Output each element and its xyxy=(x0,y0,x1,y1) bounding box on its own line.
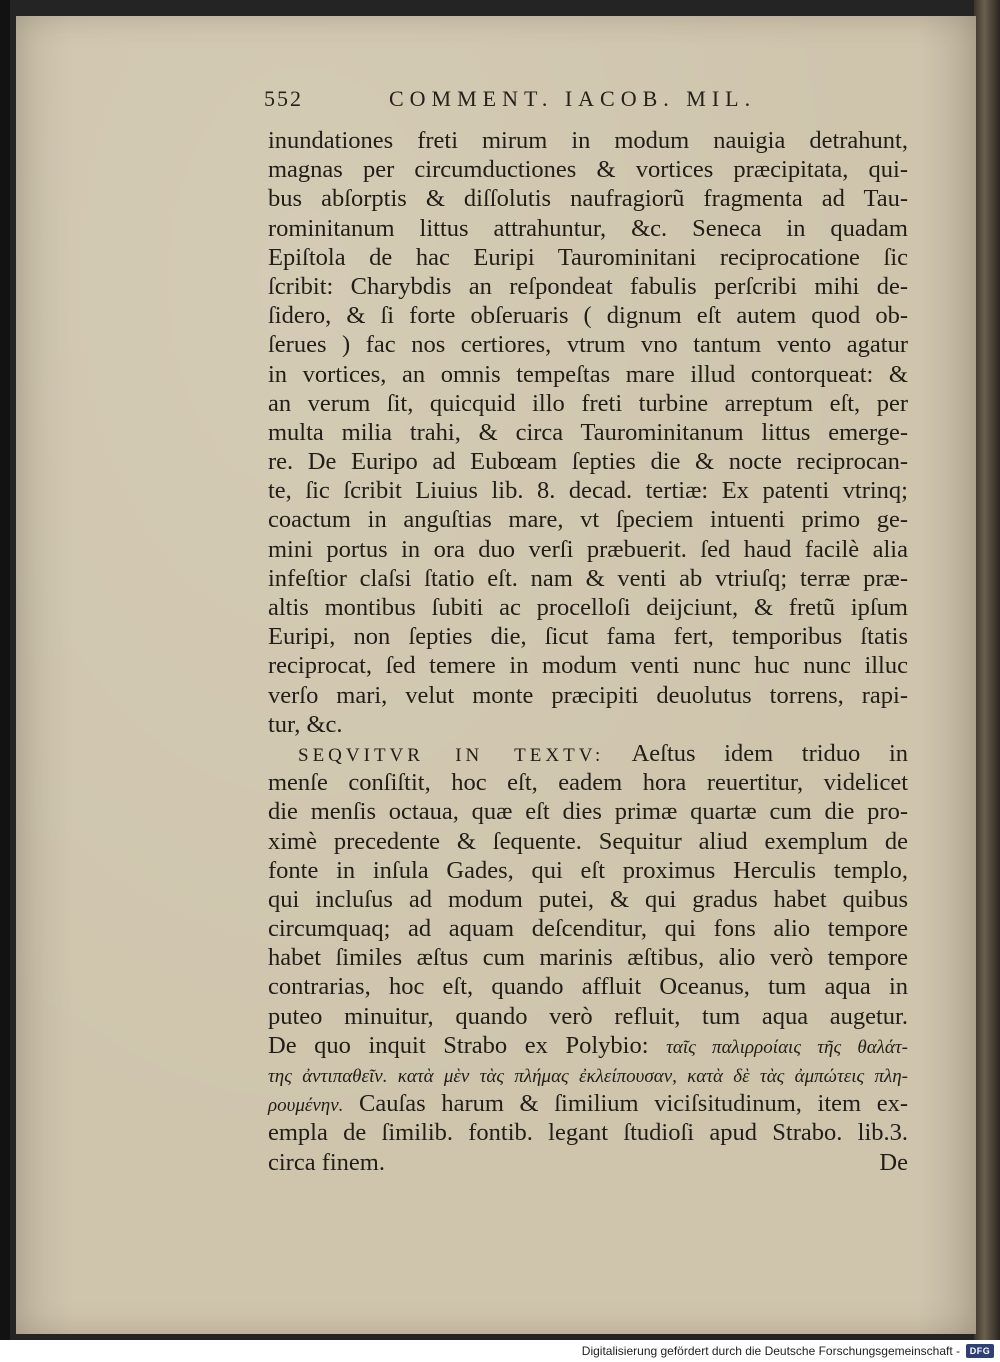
funding-credit: Digitalisierung gefördert durch die Deutsche Forschungsgemeinschaft - xyxy=(581,1344,960,1358)
text-line-content: re. De Euripo ad Eubœam ſepties die & nocte reciprocan- xyxy=(268,448,908,476)
text-line-content: infeſtior claſsi ſtatio eſt. nam & venti ab vtriuſq; terræ præ- xyxy=(268,564,908,592)
text-line xyxy=(268,330,908,359)
text-line xyxy=(268,505,908,534)
text-line xyxy=(268,155,908,184)
text-line-content: contrarias, hoc eſt, quando affluit Oceanus, tum aqua in xyxy=(268,973,908,1001)
text-line-content: Epiſtola de hac Euripi Taurominitani reciprocatione ſic xyxy=(268,243,908,271)
text-line xyxy=(268,447,908,476)
text-line xyxy=(268,914,908,943)
text-line xyxy=(268,651,908,680)
text-line-content: die menſis octaua, quæ eſt dies primæ quartæ cum die pro- xyxy=(268,798,908,826)
text-line-content: altis montibus ſubiti ac procelloſi deijciunt, & fretũ ipſum xyxy=(268,594,908,621)
paragraph-1 xyxy=(268,126,908,739)
text-line xyxy=(268,972,908,1001)
text-line xyxy=(268,389,908,418)
text-line-content: ſcribit: Charybdis an reſpondeat fabulis perſcribi mihi de- xyxy=(268,272,908,300)
text-line xyxy=(268,535,908,564)
text-line xyxy=(268,184,908,213)
text-line-content: verſo mari, velut monte præcipiti deuolutus torrens, rapi- xyxy=(268,681,908,709)
greek-line xyxy=(268,1060,908,1089)
after-greek-text: Cauſas harum & ſimilium viciſsitudinum, item ex- xyxy=(343,1090,908,1118)
text-line-content: tur, &c. xyxy=(268,710,343,738)
body-text xyxy=(268,126,908,1177)
book-fore-edge xyxy=(974,0,1000,1340)
text-line-content: circumquaq; ad aquam deſcenditur, qui fons alio tempore xyxy=(268,915,908,943)
text-line-content: in vortices, an omnis tempeſtas mare illud contorqueat: & xyxy=(268,360,908,388)
running-head xyxy=(264,86,824,120)
text-line xyxy=(268,943,908,972)
text-line xyxy=(268,214,908,243)
text-line xyxy=(268,827,908,856)
text-line-content: an verum ſit, quicquid illo freti turbine arreptum eſt, per xyxy=(268,389,908,417)
text-line-content: menſe conſiſtit, hoc eſt, eadem hora reuertitur, videlicet xyxy=(268,769,908,797)
text-line-content: qui incluſus ad modum putei, & qui gradus habet quibus xyxy=(268,885,908,913)
text-line-content: mini portus in ora duo verſi præbuerit. ſed haud facilè alia xyxy=(268,535,908,563)
text-line-content: te, ſic ſcribit Liuius lib. 8. decad. tertiæ: Ex patenti vtrinq; xyxy=(268,477,908,505)
text-line-content: ximè precedente & ſequente. Sequitur aliud exemplum de xyxy=(268,827,908,855)
text-line-content: inundationes freti mirum in modum nauigia detrahunt, xyxy=(268,127,908,154)
text-line-content: coactum in anguſtias mare, vt ſpeciem intuenti primo ge- xyxy=(268,506,908,534)
text-line xyxy=(268,272,908,301)
text-line-content: multa milia trahi, & circa Taurominitanum littus emerge- xyxy=(268,418,908,446)
text-line-content: rominitanum littus attrahuntur, &c. Seneca in quadam xyxy=(268,214,908,242)
text-line-content: Euripi, non ſepties die, ſicut fama fert, temporibus ſtatis xyxy=(268,623,908,651)
greek-quote-1: ταῖς παλιρροίαις τῆς θαλάτ- xyxy=(666,1036,909,1058)
text-line xyxy=(268,856,908,885)
strabo-line xyxy=(268,1031,908,1060)
text-line xyxy=(268,885,908,914)
greek-quote-2: της ἀντιπαθεῖν. κατὰ μὲν τὰς πλήμας ἐκλείπουσαν, κατὰ δὲ τὰς ἀμπώτεις πλη- xyxy=(268,1066,908,1087)
text-line-content: ſidero, & ſi forte obſeruaris ( dignum eſt autem quod ob- xyxy=(268,302,908,330)
text-line-content: empla de ſimilib. fontib. legant ſtudioſi apud Strabo. lib.3. xyxy=(268,1119,908,1147)
first-line-text: Aeſtus idem triduo in xyxy=(604,739,908,767)
catchword: De xyxy=(879,1148,908,1176)
scan-edge-left xyxy=(0,0,10,1340)
text-line xyxy=(268,301,908,330)
text-line xyxy=(268,1148,908,1177)
text-line xyxy=(268,681,908,710)
greek-end-line xyxy=(268,1089,908,1118)
text-line-content: bus abſorptis & diſſolutis naufragiorũ fragmenta ad Tau- xyxy=(268,185,908,213)
paragraph-2 xyxy=(268,739,908,1177)
dfg-logo-icon: DFG xyxy=(966,1344,994,1358)
text-line-content: magnas per circumductiones & vortices præcipitata, qui- xyxy=(268,156,908,184)
section-lead: SEQVITVR IN TEXTV: xyxy=(298,744,605,766)
text-line-content: ſerues ) fac nos certiores, vtrum vno tantum vento agatur xyxy=(268,331,908,359)
text-line xyxy=(268,564,908,593)
text-line xyxy=(268,1118,908,1147)
text-line xyxy=(268,768,908,797)
text-line-content: puteo minuitur, quando verò refluit, tum aqua augetur. xyxy=(268,1002,908,1030)
text-line xyxy=(268,243,908,272)
running-title: COMMENT. IACOB. MIL. xyxy=(389,86,757,111)
footer-bar xyxy=(0,1340,1000,1362)
text-line xyxy=(268,622,908,651)
paragraph-2-first-line xyxy=(268,739,908,768)
greek-quote-3: ρουμένην. xyxy=(268,1095,344,1117)
text-line xyxy=(268,710,908,739)
strabo-intro: De quo inquit Strabo ex Polybio: xyxy=(268,1031,667,1059)
text-line-content: circa finem. xyxy=(268,1148,385,1176)
text-line xyxy=(268,126,908,155)
text-line-content: habet ſimiles æſtus cum marinis æſtibus, alio verò tempore xyxy=(268,944,908,972)
text-line-content: reciprocat, ſed temere in modum venti nunc huc nunc illuc xyxy=(268,652,908,680)
text-line xyxy=(268,360,908,389)
page-number: 552 xyxy=(264,86,303,111)
text-line xyxy=(268,418,908,447)
text-line xyxy=(268,1002,908,1031)
text-line xyxy=(268,797,908,826)
text-line xyxy=(268,476,908,505)
text-line xyxy=(268,593,908,622)
text-line-content: fonte in inſula Gades, qui eſt proximus Herculis templo, xyxy=(268,856,908,884)
